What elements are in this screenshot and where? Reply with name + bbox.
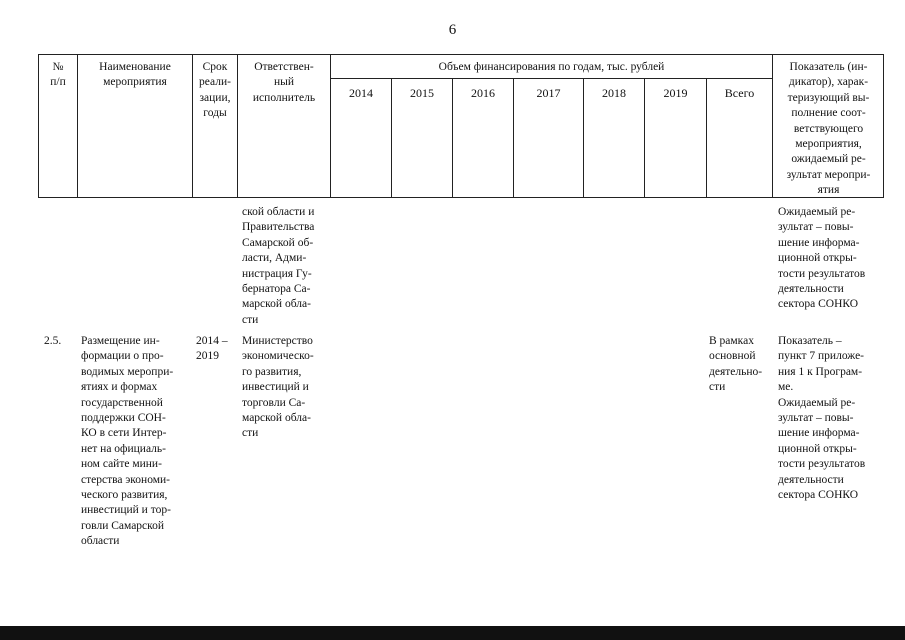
header-year-2017: 2017 — [536, 86, 561, 100]
header-num: № п/п — [50, 61, 66, 89]
page-number: 6 — [448, 22, 457, 38]
row-indicator: Показатель – пункт 7 приложе- ния 1 к Програм- ме. Ожидаемый ре- зультат – повы- шение информа- ционной откры- тости результатов деятельности сектора СОНКО — [778, 335, 866, 502]
header-financing: Объем финансирования по годам, тыс. рублей — [438, 61, 665, 73]
header-indicator: Показатель (ин- дикатор), харак- теризующий вы- полнение соот- ветствующего мероприятия, ожидаемый ре- зультат меропри- ятия — [786, 61, 871, 197]
column-divider — [330, 54, 331, 198]
header-term: Срок реали- зации, годы — [199, 61, 231, 120]
header-year-2015: 2015 — [410, 86, 434, 100]
header-year-2019: 2019 — [663, 86, 688, 100]
header-year-2016: 2016 — [471, 86, 495, 100]
header-name: Наименование мероприятия — [99, 61, 171, 89]
row-total: В рамках основной деятельно- сти — [709, 335, 763, 394]
row-term: 2014 – 2019 — [196, 335, 228, 363]
continued-indicator: Ожидаемый ре- зультат – повы- шение информа- ционной откры- тости результатов деятельности сектора СОНКО — [778, 206, 866, 311]
row-responsible: Министерство экономическо- го развития, инвестиций и торговли Са- марской обла- сти — [242, 335, 314, 440]
scan-bottom-edge — [0, 626, 905, 640]
header-year-2014: 2014 — [349, 86, 373, 100]
header-responsible: Ответствен- ный исполнитель — [252, 61, 316, 104]
row-number: 2.5. — [44, 335, 62, 347]
row-divider — [330, 78, 772, 79]
header-year-2018: 2018 — [602, 86, 626, 100]
header-total: Всего — [724, 86, 755, 100]
continued-responsible: ской области и Правительства Самарской об- ласти, Адми- нистрация Гу- бернатора Са- марской обла- сти — [242, 206, 315, 326]
row-name: Размещение ин- формации о про- водимых меропри- ятиях и формах государственной поддержки СОН- КО в сети Интер- нет на официаль- ном сайте мини- стерства экономи- ческого развития, инвестиций и тор- говли Самарской области — [81, 335, 174, 548]
